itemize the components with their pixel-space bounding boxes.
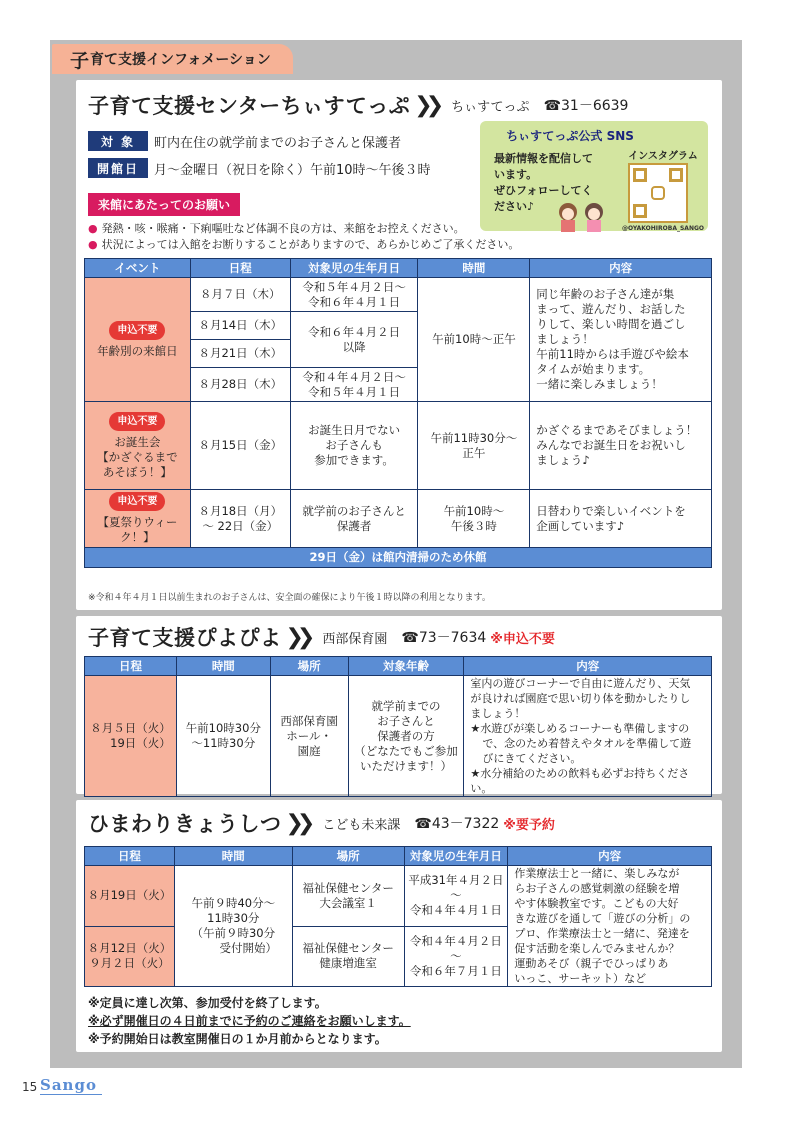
open-days-text: 月～金曜日（祝日を除く）午前10時～午後３時 bbox=[154, 162, 431, 178]
open-days-label: 開館日 bbox=[88, 158, 148, 178]
birth-cell: 令和４年４月２日～ 令和５年４月１日 bbox=[290, 368, 418, 402]
notice-label: 来館にあたってのお願い bbox=[88, 193, 240, 216]
chevron-right-icon: ❯❯ bbox=[285, 624, 309, 650]
bullet-icon: ● bbox=[88, 222, 98, 235]
birth-cell: 令和５年４月２日～ 令和６年４月１日 bbox=[290, 278, 418, 312]
content-cell: 日替わりで楽しいイベントを 企画しています♪ bbox=[530, 490, 712, 548]
column-header: 場所 bbox=[270, 657, 348, 676]
piyo-phone: ☎73－7634 bbox=[401, 630, 487, 646]
date-cell: ８月12日（火） ９月２日（火） bbox=[85, 926, 175, 987]
content-cell: 作業療法士と一緒に、楽しみなが らお子さんの感覚刺激の経験を増 やす体験教室です。こどもの大好 きな遊びを通して「遊びの分析」の プロ、作業療法士と一緒に、発達を 促す活動を楽しんでみませんか？ 運動あそび（親子でひっぱりあ いっこ、サーキット）など bbox=[508, 866, 712, 987]
page-header-tab bbox=[52, 44, 293, 74]
date-cell: ８月18日（月） ～ 22日（金） bbox=[190, 490, 290, 548]
column-header: 対象児の生年月日 bbox=[404, 847, 508, 866]
sns-text-line: 最新情報を配信して bbox=[494, 152, 593, 165]
table-header-row bbox=[85, 259, 712, 278]
date-cell: ８月28日（木） bbox=[190, 368, 290, 402]
sango-logo: Sango bbox=[40, 1076, 97, 1094]
target-row bbox=[88, 131, 401, 151]
event-cell: 申込不要 お誕生会 【かざぐるまで あそぼう！】 bbox=[85, 402, 191, 490]
center-place: ちぃすてっぷ bbox=[451, 99, 530, 115]
sns-text-line: ぜひフォローしてく bbox=[494, 184, 593, 197]
center-footnote: ※令和４年４月１日以前生まれのお子さんは、安全面の確保により午後１時以降の利用となります。 bbox=[88, 593, 491, 603]
closed-day-text: 29日（金）は館内清掃のため休館 bbox=[85, 548, 712, 568]
column-header: 対象児の生年月日 bbox=[290, 259, 418, 278]
himawari-note-line: ※予約開始日は教室開催日の１か月前からとなります。 bbox=[88, 1032, 387, 1046]
time-cell: 午前11時30分～ 正午 bbox=[418, 402, 530, 490]
birth-cell: お誕生日月でない お子さんも 参加できます。 bbox=[290, 402, 418, 490]
column-header: 内容 bbox=[530, 259, 712, 278]
birth-cell: 令和６年４月２日 以降 bbox=[290, 312, 418, 368]
birth-cell: 令和４年４月２日 ～ 令和６年７月１日 bbox=[404, 926, 508, 987]
piyo-title: 子育て支援ぴよぴよ bbox=[88, 626, 282, 650]
himawari-note-line: ※定員に達し次第、参加受付を終了します。 bbox=[88, 996, 327, 1010]
piyo-place: 西部保育園 bbox=[322, 631, 388, 647]
center-phone: ☎31－6639 bbox=[543, 98, 629, 114]
birth-cell: 就学前のお子さんと 保護者 bbox=[290, 490, 418, 548]
column-header: イベント bbox=[85, 259, 191, 278]
time-cell: 午前10時～ 午後３時 bbox=[418, 490, 530, 548]
column-header: 対象年齢 bbox=[348, 657, 464, 676]
table-row bbox=[85, 676, 712, 797]
no-registration-badge: 申込不要 bbox=[109, 492, 165, 511]
date-cell: ８月19日（火） bbox=[85, 866, 175, 927]
table-row bbox=[85, 866, 712, 927]
himawari-note-line: ※必ず開催日の４日前までに予約のご連絡をお願いします。 bbox=[88, 1014, 411, 1028]
column-header: 場所 bbox=[292, 847, 404, 866]
place-cell: 福祉保健センター 大会議室１ bbox=[292, 866, 404, 927]
no-registration-badge: 申込不要 bbox=[109, 321, 165, 340]
age-cell: 就学前までの お子さんと 保護者の方 （どなたでもご参加 いただけます！） bbox=[348, 676, 464, 797]
piyo-table bbox=[84, 656, 712, 797]
birth-cell: 平成31年４月２日 ～ 令和４年４月１日 bbox=[404, 866, 508, 927]
himawari-title-row bbox=[88, 808, 555, 838]
sns-text-line: ださい♪ bbox=[494, 200, 535, 213]
sns-text-line: います。 bbox=[494, 168, 538, 181]
content-cell: かざぐるまであそびましょう！ みんなでお誕生日をお祝いし ましょう♪ bbox=[530, 402, 712, 490]
header-first-char: 子 bbox=[70, 49, 90, 72]
column-header: 内容 bbox=[508, 847, 712, 866]
center-event-table bbox=[84, 258, 712, 568]
bullet-icon: ● bbox=[88, 238, 98, 251]
notice-text: 状況によっては入館をお断りすることがありますので、あらかじめご了承ください。 bbox=[101, 238, 520, 251]
notice-line bbox=[88, 236, 519, 252]
date-cell: ８月21日（木） bbox=[190, 340, 290, 368]
date-cell: ８月15日（金） bbox=[190, 402, 290, 490]
instagram-id: @OYAKOHIROBA_SANGO bbox=[622, 225, 704, 232]
target-text: 町内在住の就学前までのお子さんと保護者 bbox=[154, 135, 402, 151]
place-cell: 西部保育園 ホール・ 園庭 bbox=[270, 676, 348, 797]
date-cell: ８月５日（火） 19日（火） bbox=[85, 676, 177, 797]
content-cell: 室内の遊びコーナーで自由に遊んだり、天気 が良ければ園庭で思い切り体を動かしたりし ましょう！ ★水遊びが楽しめるコーナーも準備しますの で、念のため着替えやタオルを準備して遊 びにきてください。 ★水分補給のための飲料も必ずお持ちください。 bbox=[464, 676, 712, 797]
center-title: 子育て支援センターちぃすてっぷ bbox=[88, 94, 411, 118]
table-row bbox=[85, 402, 712, 490]
content-cell: 同じ年齢のお子さん達が集 まって、遊んだり、お話した りして、楽しい時間を過ごし ましょう！ 午前11時からは手遊びや絵本 タイムが始まります。 一緒に楽しみましょう！ bbox=[530, 278, 712, 402]
page-number: 15 bbox=[22, 1080, 38, 1094]
column-header: 日程 bbox=[85, 657, 177, 676]
logo-underline bbox=[40, 1094, 102, 1095]
event-name: 年齢別の来館日 bbox=[97, 343, 178, 358]
table-row bbox=[85, 278, 712, 312]
center-title-row bbox=[88, 90, 628, 120]
notice-text: 発熱・咳・喉痛・下痢嘔吐など体調不良の方は、来館をお控えください。 bbox=[101, 222, 465, 235]
column-header: 内容 bbox=[464, 657, 712, 676]
himawari-phone: ☎43－7322 bbox=[414, 816, 500, 832]
no-registration-badge: 申込不要 bbox=[109, 412, 165, 431]
table-header-row bbox=[85, 847, 712, 866]
notice-line bbox=[88, 220, 465, 236]
date-cell: ８月14日（木） bbox=[190, 312, 290, 340]
himawari-table bbox=[84, 846, 712, 987]
time-cell: 午前９時40分～ 11時30分 （午前９時30分 受付開始） bbox=[174, 866, 292, 987]
date-cell: ８月７日（木） bbox=[190, 278, 290, 312]
column-header: 時間 bbox=[418, 259, 530, 278]
table-row bbox=[85, 490, 712, 548]
himawari-title: ひまわりきょうしつ bbox=[88, 812, 282, 836]
piyo-title-row bbox=[88, 622, 555, 652]
time-cell: 午前10時30分 ～11時30分 bbox=[176, 676, 270, 797]
chevron-right-icon: ❯❯ bbox=[285, 810, 309, 836]
mascot-characters-icon bbox=[552, 200, 612, 232]
himawari-place: こども未来課 bbox=[322, 817, 401, 833]
column-header: 時間 bbox=[176, 657, 270, 676]
column-header: 日程 bbox=[85, 847, 175, 866]
closed-day-row bbox=[85, 548, 712, 568]
sns-title: ちぃすてっぷ公式 SNS bbox=[506, 129, 634, 143]
column-header: 日程 bbox=[190, 259, 290, 278]
event-cell: 申込不要 【夏祭りウィーク！】 bbox=[85, 490, 191, 548]
column-header: 時間 bbox=[174, 847, 292, 866]
piyo-note: ※申込不要 bbox=[490, 631, 555, 647]
instagram-label: インスタグラム bbox=[628, 151, 698, 162]
chevron-right-icon: ❯❯ bbox=[414, 92, 438, 118]
event-cell bbox=[85, 278, 191, 402]
open-days-row bbox=[88, 158, 431, 178]
target-label: 対 象 bbox=[88, 131, 148, 151]
instagram-icon bbox=[651, 186, 665, 200]
table-header-row bbox=[85, 657, 712, 676]
header-title: 育て支援インフォメーション bbox=[90, 52, 271, 68]
place-cell: 福祉保健センター 健康増進室 bbox=[292, 926, 404, 987]
himawari-note: ※要予約 bbox=[503, 817, 555, 833]
time-cell: 午前10時～正午 bbox=[418, 278, 530, 402]
qr-code-icon[interactable] bbox=[628, 163, 688, 223]
